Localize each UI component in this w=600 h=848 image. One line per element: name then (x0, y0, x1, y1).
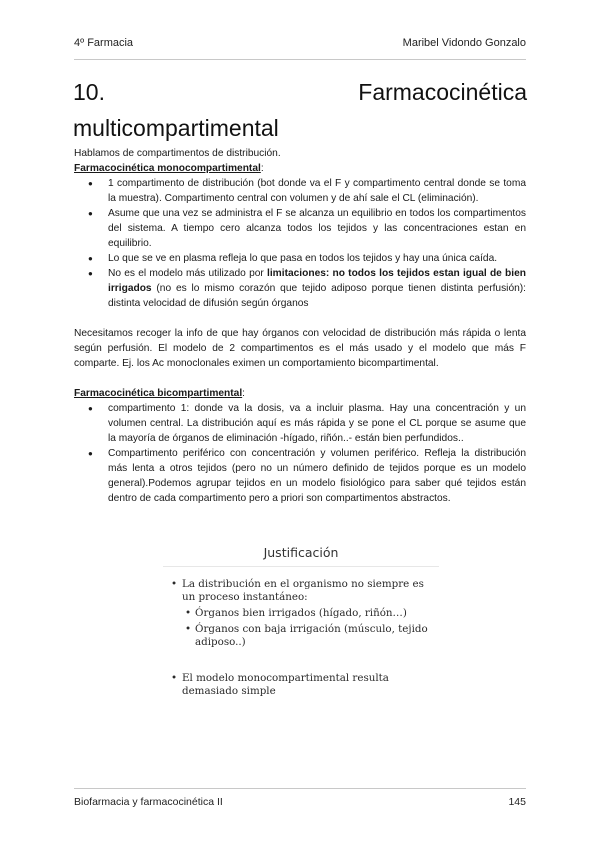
title-number: 10. (73, 79, 105, 105)
page-title-line-2 (73, 113, 527, 143)
list-item: ● No es el modelo más utilizado por limitaciones: no todos los tejidos estan igual de bien irrigados (no es lo mismo corazón que tejido adiposo porque tienen distinta perfusión): distinta velocidad de difusión según órganos (108, 266, 526, 311)
page-number: 145 (508, 796, 526, 808)
main-content (74, 146, 526, 506)
header-course: 4º Farmacia (74, 37, 134, 49)
header-author: Maribel Vidondo Gonzalo (402, 37, 526, 49)
header-divider (74, 59, 526, 60)
title-word-1: Farmacocinética (358, 79, 527, 105)
bi-heading-line: Farmacocinética bicompartimental: (74, 388, 245, 399)
mono-heading-line: Farmacocinética monocompartimental: (74, 163, 264, 174)
mono-heading: Farmacocinética monocompartimental (74, 163, 261, 174)
list-item: ● Compartimento periférico con concentración y volumen periférico. Refleja la distribución más lenta a otros tejidos (pero no un número definido de tejidos porque es un modelo general).Podemos agrupar tejidos en un modelo fisiológico para saber qué tejidos están dentro de cada compartimento pero a priori son compartimentos abstractos. (108, 446, 526, 506)
slide-title: Justificación (263, 545, 339, 560)
slide-sub-bullet: • Órganos con baja irrigación (músculo, tejido adiposo..) (163, 623, 439, 649)
list-item: ● Asume que una vez se administra el F se alcanza un equilibrio en todos los compartimentos del sistema. A tiempo cero alcanza todos los tejidos y las concentraciones estan en equilibrio. (108, 206, 526, 251)
intro-text: Hablamos de compartimentos de distribución. (74, 148, 281, 159)
list-item: ● Lo que se ve en plasma refleja lo que pasa en todos los tejidos y hay una única caída. (108, 251, 526, 266)
footer-divider (74, 788, 526, 789)
list-item: ● 1 compartimento de distribución (bot donde va el F y compartimento central donde se toma la muestra). Compartimento central con volumen y de ahí sale el CL (eliminación). (108, 176, 526, 206)
mono-bullet-list (74, 176, 526, 311)
embedded-slide-image (163, 545, 439, 715)
slide-bullet-list (163, 578, 439, 698)
slide-divider (163, 566, 439, 567)
footer-subject: Biofarmacia y farmacocinética II (74, 796, 223, 808)
title-word-2: multicompartimental (73, 115, 279, 141)
slide-sub-bullet: • Órganos bien irrigados (hígado, riñón…) (163, 607, 439, 620)
bi-bullet-list (74, 401, 526, 506)
list-item: ● compartimento 1: donde va la dosis, va a incluir plasma. Hay una concentración y un volumen central. La distribución aquí es más rápida y se pone el CL porque se asume que la mayoría de órganos de eliminación -hígado, riñón..- están bien perfundidos.. (108, 401, 526, 446)
page-title (73, 77, 527, 107)
limitations-emphasis: limitaciones: no todos los tejidos estan igual de bien irrigados (108, 268, 526, 294)
slide-bullet: • La distribución en el organismo no siempre es un proceso instantáneo: (163, 578, 439, 604)
page-header (74, 37, 526, 53)
bi-heading: Farmacocinética bicompartimental (74, 388, 243, 399)
body-paragraph: Necesitamos recoger la info de que hay órganos con velocidad de distribución más rápida o lenta según perfusión. El modelo de 2 compartimentos es el más usado y el modelo que más F comparte. Ej. los Ac monoclonales eximen un comportamiento bicompartimental. (74, 328, 526, 369)
slide-bullet: • El modelo monocompartimental resulta demasiado simple (163, 672, 439, 698)
page-footer (74, 796, 526, 812)
